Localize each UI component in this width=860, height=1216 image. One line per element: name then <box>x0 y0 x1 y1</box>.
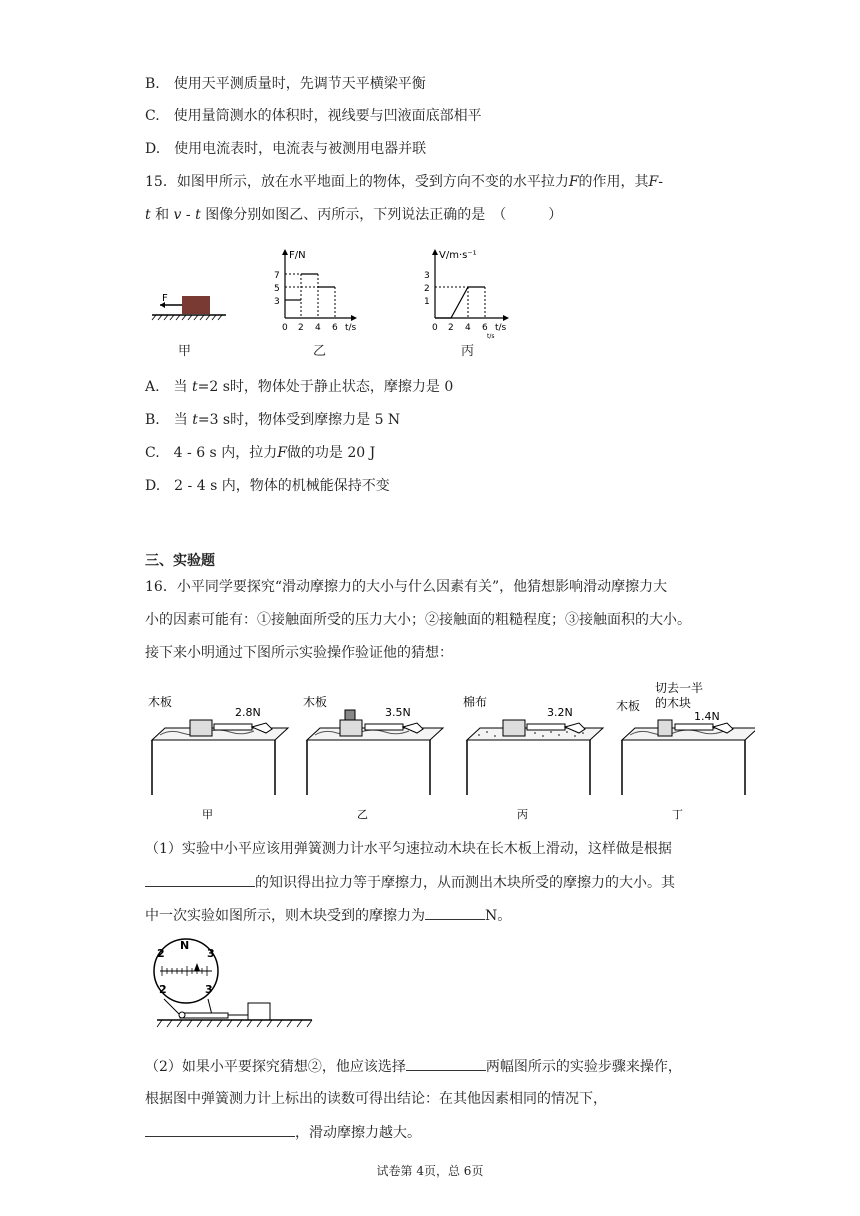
block <box>182 296 210 314</box>
section-title: 三、实验题 <box>145 553 215 569</box>
y-axis-arrow-icon <box>282 249 288 255</box>
surface-label: 木板 <box>616 699 641 713</box>
x-tick-0: 0 <box>432 323 438 333</box>
half-block <box>658 720 672 736</box>
y-tick-3: 3 <box>274 297 280 307</box>
spring-scale <box>675 724 713 730</box>
q16-sub2-line1: （2）如果小平要探究猜想②，他应该选择 两幅图所示的实验步骤来操作， <box>145 1056 682 1077</box>
answer-blank-2[interactable] <box>425 905 485 920</box>
scale-reading: 2.8N <box>235 706 261 719</box>
guide-lines <box>285 274 335 318</box>
y-tick-7: 7 <box>274 271 280 281</box>
caption: 甲 <box>202 808 213 821</box>
y-axis-arrow-icon <box>432 249 438 255</box>
spring-scale-dial-figure <box>152 935 322 1035</box>
scale-reading: 1.4N <box>694 710 720 723</box>
y-tick-5: 5 <box>274 284 280 294</box>
scale-ring <box>179 1012 185 1018</box>
graph-yi <box>265 245 365 335</box>
wood-block <box>248 1003 270 1020</box>
x-tick-4: 4 <box>315 323 321 333</box>
x-tick-6: 6 <box>332 323 338 333</box>
spring-scale <box>214 724 252 730</box>
x-axis-arrow-icon <box>351 315 357 321</box>
y-tick-3: 3 <box>424 271 430 281</box>
q16-sub2-line3: ，滑动摩擦力越大。 <box>145 1122 421 1143</box>
note-line1: 切去一半 <box>655 681 704 695</box>
figure-jia <box>150 290 230 330</box>
experiment-figures <box>140 680 755 825</box>
dial-right-top: 3 <box>207 947 215 960</box>
surface-label: 木板 <box>303 695 328 709</box>
graph-bing <box>415 245 520 340</box>
caption: 丁 <box>672 808 683 821</box>
dial-left-top: 2 <box>157 947 165 960</box>
note-line2: 的木块 <box>655 696 692 710</box>
caption-yi: 乙 <box>313 344 327 359</box>
q16-sub1-line3: 中一次实验如图所示，则木块受到的摩擦力为 N。 <box>145 905 511 926</box>
q16-stem-line2: 小的因素可能有：①接触面所受的压力大小；②接触面的粗糙程度；③接触面积的大小。 <box>145 612 691 628</box>
velocity-line <box>435 287 485 318</box>
caption-bing: 丙 <box>461 344 475 359</box>
q16-sub2-line2: 根据图中弹簧测力计上标出的读数可得出结论：在其他因素相同的情况下， <box>145 1091 607 1107</box>
q16-sub1-line2: 的知识得出拉力等于摩擦力，从而测出木块所受的摩擦力的大小。其 <box>145 872 675 893</box>
experiment-ding <box>616 680 755 821</box>
spring-scale <box>365 724 403 730</box>
q16-stem-line3: 接下来小明通过下图所示实验操作验证他的猜想： <box>145 645 453 661</box>
option-d: D. 使用电流表时，电流表与被测用电器并联 <box>145 141 427 157</box>
q15-stem-line1: 15．如图甲所示，放在水平地面上的物体，受到方向不变的水平拉力F的作用，其F- <box>145 174 663 190</box>
ground-hatch <box>157 1020 312 1027</box>
x-label: t/s <box>495 323 507 333</box>
spring-scale <box>180 1013 228 1018</box>
dial-left-bottom: 2 <box>159 983 167 996</box>
caption: 丙 <box>517 808 528 821</box>
q16-stem-line1: 16．小平同学要探究“滑动摩擦力的大小与什么因素有关”，他猜想影响滑动摩擦力大 <box>145 579 668 595</box>
wood-block <box>503 720 525 736</box>
answer-blank-4[interactable] <box>145 1122 295 1137</box>
option-b: B. 使用天平测质量时，先调节天平横梁平衡 <box>145 76 426 92</box>
y-label: F/N <box>289 250 306 261</box>
surface-label: 木板 <box>148 695 173 709</box>
option-c: C. 使用量筒测水的体积时，视线要与凹液面底部相平 <box>145 108 482 124</box>
answer-blank-3[interactable] <box>406 1056 486 1071</box>
caption: 乙 <box>357 808 368 821</box>
scale-reading: 3.5N <box>385 706 411 719</box>
x-tick-2: 2 <box>448 323 454 333</box>
caption-jia: 甲 <box>178 344 192 359</box>
spring-scale <box>527 724 565 730</box>
q15-stem-line2: t 和 v - t 图像分别如图乙、丙所示，下列说法正确的是 （ ） <box>145 207 563 223</box>
weight <box>345 710 355 720</box>
scale-reading: 3.2N <box>547 706 573 719</box>
experiment-jia <box>148 694 288 821</box>
answer-blank-1[interactable] <box>145 872 255 887</box>
dial-unit: N <box>180 939 190 952</box>
x-label-small: t/s <box>487 333 495 340</box>
y-tick-1: 1 <box>424 297 430 307</box>
q15-option-a: A. 当 t=2 s时，物体处于静止状态，摩擦力是 0 <box>145 379 454 395</box>
q16-sub1-line1: （1）实验中小平应该用弹簧测力计水平匀速拉动木块在长木板上滑动，这样做是根据 <box>145 841 672 857</box>
x-label: t/s <box>345 323 357 333</box>
page-footer: 试卷第 4页，总 6页 <box>376 1164 484 1178</box>
x-tick-2: 2 <box>298 323 304 333</box>
dial-right-bottom: 3 <box>205 983 213 996</box>
x-tick-4: 4 <box>465 323 471 333</box>
x-tick-0: 0 <box>282 323 288 333</box>
wood-block <box>340 720 362 736</box>
y-label: V/m·s⁻¹ <box>439 250 477 261</box>
x-tick-6: 6 <box>482 323 488 333</box>
x-axis-arrow-icon <box>503 315 509 321</box>
q15-option-c: C. 4 - 6 s 内，拉力F做的功是 20 J <box>145 445 376 461</box>
y-tick-2: 2 <box>424 284 430 294</box>
experiment-yi <box>303 694 443 821</box>
experiment-bing <box>463 694 603 821</box>
force-label: F <box>162 293 168 304</box>
wood-block <box>190 720 212 736</box>
surface-label: 棉布 <box>463 695 488 709</box>
q15-option-d: D. 2 - 4 s 内，物体的机械能保持不变 <box>145 478 390 494</box>
q15-option-b: B. 当 t=3 s时，物体受到摩擦力是 5 N <box>145 412 401 428</box>
